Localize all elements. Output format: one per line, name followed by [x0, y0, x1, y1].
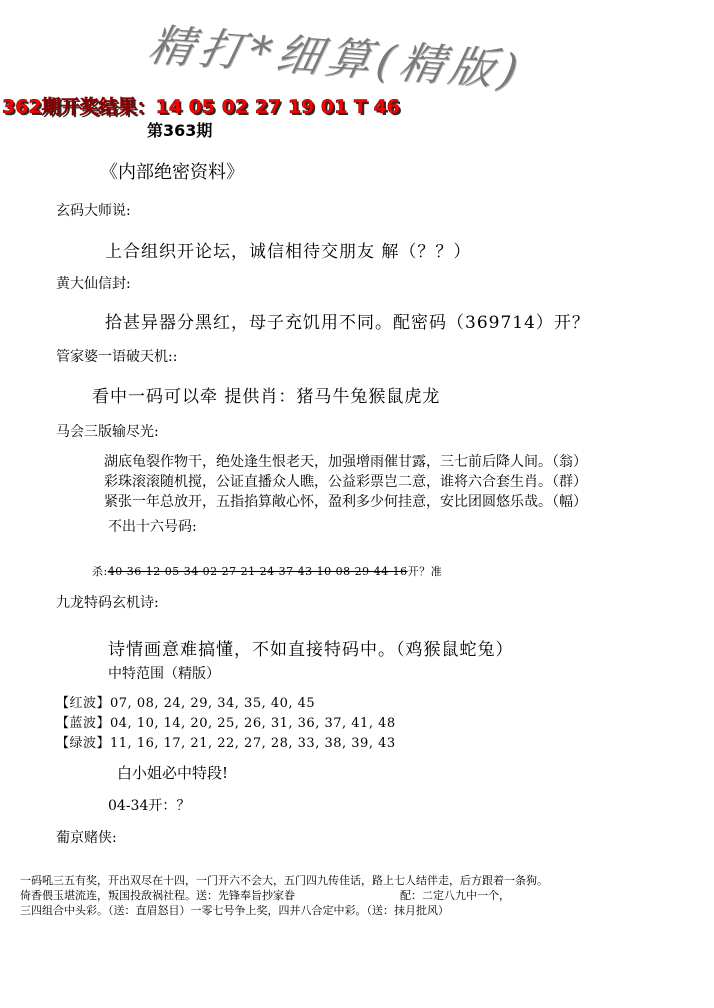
bu-chu-label: 不出十六号码:	[108, 519, 197, 535]
poem-line: 紧张一年总放开，五指掐算敞心怀，盈利多少何挂意，安比团圆悠乐哉。（幅）	[104, 494, 587, 510]
range-text: 04-34开：？	[108, 798, 191, 814]
previous-result-banner: 362期开奖结果：14 05 02 27 19 01 T 46	[2, 96, 401, 118]
mahui-poem	[104, 452, 587, 512]
wave-label: 【绿波】	[56, 736, 111, 751]
wave-numbers: 07, 08, 24, 29, 34, 35, 40, 45	[110, 696, 316, 711]
wave-numbers: 04, 10, 14, 20, 25, 26, 31, 36, 37, 41, 48	[110, 716, 396, 731]
wave-row-green	[56, 732, 396, 751]
footer-line-2: 倚香偎玉堪流连，叛国投敌祸社程。送：先锋奉旨抄家眷	[20, 889, 295, 902]
wave-row-blue	[56, 712, 396, 731]
huang-label: 黄大仙信封:	[56, 276, 131, 292]
wave-label: 【蓝波】	[56, 716, 111, 731]
wave-label: 【红波】	[56, 696, 111, 711]
xuanma-riddle: 上合组织开论坛，诚信相待交朋友 解（？？）	[105, 242, 472, 262]
poem-line: 湖底龟裂作物干，绝处逢生恨老天，加强增雨催甘露，三七前后降人间。（翁）	[104, 454, 587, 470]
bai-xiaojie-text: 白小姐必中特段!	[117, 764, 229, 782]
wave-row-red	[56, 692, 315, 711]
footer-line-1: 一码吼三五有奖，开出双尽在十四，一门开六不会大，五门四九传佳话，路上七人结伴走，后方跟着一条狗。	[20, 874, 548, 887]
guanjia-text: 看中一码可以牵 提供肖：猪马牛兔猴鼠虎龙	[92, 387, 441, 407]
pujing-label: 葡京赌侠:	[56, 830, 117, 846]
jiulong-label: 九龙特码玄机诗:	[56, 595, 159, 611]
issue-number: 第363期	[147, 121, 213, 140]
range-label: 中特范围（精版）	[108, 666, 220, 682]
guanjia-label: 管家婆一语破天机::	[56, 349, 178, 365]
footer-line-3: 三四组合中头彩。（送：直眉怒目）一零七号争上奖，四并八合定中彩。（送：抹月批风）	[20, 904, 449, 917]
footer-line-2b: 配：二定八九中一个，	[400, 889, 510, 902]
kill-suffix: 开？准	[407, 565, 443, 578]
jiulong-poem: 诗情画意难搞懂，不如直接特码中。（鸡猴鼠蛇兔）	[108, 640, 514, 660]
document-title: 《内部绝密资料》	[100, 162, 244, 183]
wave-numbers: 11, 16, 17, 21, 22, 27, 28, 33, 38, 39, 43	[110, 736, 396, 751]
huang-riddle: 拾甚异器分黑红，母子充饥用不同。配密码（369714）开？	[105, 313, 590, 333]
xuanma-label: 玄码大师说:	[56, 203, 131, 219]
handwritten-title: 精打*细算(精版)	[144, 20, 529, 97]
poem-line: 彩珠滚滚随机搅，公证直播众人瞧，公益彩票岂二意，谁将六合套生肖。（群）	[104, 474, 587, 490]
kill-label: 杀:	[92, 565, 108, 578]
kill-numbers-line	[92, 563, 442, 579]
kill-numbers: 40 36 12 05 34 02 27 21 24 37 43 10 08 29 44 16	[107, 565, 408, 578]
mahui-label: 马会三版输尽光:	[56, 424, 159, 440]
